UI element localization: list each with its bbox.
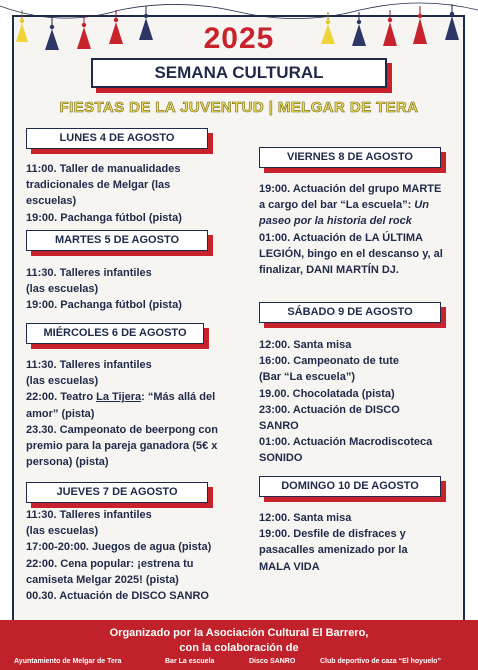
event-line: tradicionales de Melgar (las — [26, 179, 171, 192]
event-line: 23.30. Campeonato de beerpong con — [26, 423, 218, 436]
day-header-viernes: VIERNES 8 DE AGOSTO — [259, 147, 441, 168]
event-line: (las escuelas) — [26, 525, 99, 538]
event-text: a cargo del bar “La escuela”: — [259, 199, 415, 212]
subtitle: FIESTAS DE LA JUVENTUD | MELGAR DE TERA — [59, 99, 419, 116]
event-line: 01:00. Actuación de LA ÚLTIMA — [259, 231, 424, 244]
event-line: finalizar, DANI MARTÍN DJ. — [259, 264, 399, 277]
event-line: 19:00. Pachanga fútbol (pista) — [26, 299, 182, 312]
event-line: LEGIÓN, bingo en el descanso y, al — [259, 247, 443, 260]
events-sabado — [259, 337, 464, 467]
event-line: 12:00. Santa misa — [259, 339, 352, 351]
sponsor-ayuntamiento: Ayuntamiento de Melgar de Tera — [14, 658, 122, 665]
events-lunes — [26, 161, 241, 226]
event-line: 17:00-20:00. Juegos de agua (pista) — [26, 541, 212, 554]
event-line: 16:00. Campeonato de tute — [259, 355, 399, 368]
event-line: 01:00. Actuación Macrodiscoteca — [259, 436, 433, 449]
event-line: 19:00. Pachanga fútbol (pista) — [26, 211, 182, 224]
event-line: 23:00. Actuación de DISCO — [259, 403, 400, 416]
title-box: SEMANA CULTURAL — [91, 58, 387, 88]
event-line — [259, 197, 464, 213]
day-header-martes: MARTES 5 DE AGOSTO — [26, 230, 208, 251]
show-title-end: paseo por la historia del rock — [259, 215, 412, 228]
event-line: (las escuelas) — [26, 283, 99, 296]
events-viernes — [259, 181, 464, 278]
event-line: 12:00. Santa misa — [259, 512, 352, 524]
collaboration-line: con la colaboración de — [179, 642, 299, 654]
event-line: (las escuelas) — [26, 375, 99, 388]
sponsor-disco: Disco SANRO — [249, 658, 296, 665]
event-line: escuelas) — [26, 195, 77, 208]
sponsor-club: Club deportivo de caza “El hoyuelo” — [320, 658, 441, 665]
day-header-miercoles: MIÉRCOLES 6 DE AGOSTO — [26, 323, 204, 344]
event-line: camiseta Melgar 2025! (pista) — [26, 573, 179, 586]
footer — [0, 620, 478, 670]
event-line: pasacalles amenizado por la — [259, 544, 408, 557]
event-text: 22:00. Teatro — [26, 391, 97, 404]
event-line: persona) (pista) — [26, 456, 109, 469]
event-line: 19:00. Desfile de disfraces y — [259, 528, 406, 541]
event-line: premio para la pareja ganadora (5€ x — [26, 440, 218, 453]
events-jueves — [26, 507, 248, 604]
event-line: MALA VIDA — [259, 560, 320, 573]
event-line: 11:00. Taller de manualidades — [26, 163, 181, 175]
event-text: : “Más allá del — [141, 391, 216, 404]
event-line: SANRO — [259, 420, 299, 433]
year-heading: 2025 — [203, 22, 275, 55]
event-line: 19:00. Actuación del grupo MARTE — [259, 183, 442, 195]
event-line: 00.30. Actuación de DISCO SANRO — [26, 590, 209, 603]
event-line: 11:30. Talleres infantiles — [26, 267, 152, 279]
day-header-jueves: JUEVES 7 DE AGOSTO — [26, 482, 208, 503]
event-line: 11:30. Talleres infantiles — [26, 509, 152, 521]
theatre-company-name: La Tijera — [96, 391, 142, 404]
event-line: 11:30. Talleres infantiles — [26, 359, 152, 371]
event-line: 22:00. Cena popular: ¡estrena tu — [26, 557, 194, 570]
day-header-domingo: DOMINGO 10 DE AGOSTO — [259, 476, 441, 497]
event-line: SONIDO — [259, 452, 303, 465]
event-line — [26, 389, 248, 405]
event-line: (Bar “La escuela”) — [259, 371, 355, 384]
event-line: amor” (pista) — [26, 407, 95, 420]
events-martes — [26, 265, 241, 314]
sponsor-list — [0, 658, 478, 669]
sponsor-bar: Bar La escuela — [165, 658, 215, 665]
events-domingo — [259, 510, 464, 575]
event-line: 19.00. Chocolatada (pista) — [259, 387, 395, 400]
events-miercoles — [26, 357, 248, 470]
show-title-start: Un — [414, 199, 429, 212]
day-header-lunes: LUNES 4 DE AGOSTO — [26, 128, 208, 149]
day-header-sabado: SÁBADO 9 DE AGOSTO — [259, 302, 441, 323]
organizer-line: Organizado por la Asociación Cultural El Barrero, — [109, 627, 369, 639]
